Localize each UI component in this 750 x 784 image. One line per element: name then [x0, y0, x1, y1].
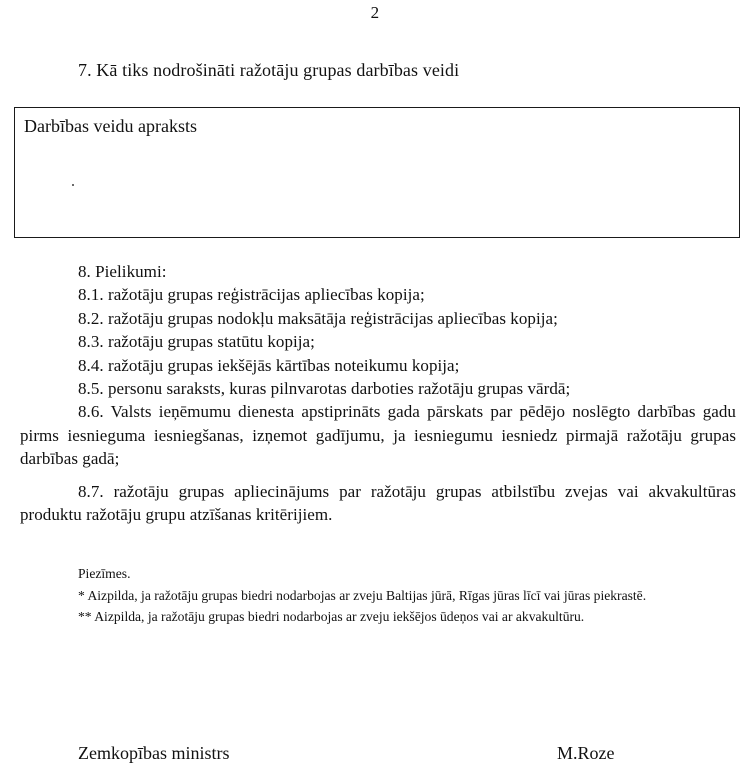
description-input-box[interactable]: [14, 107, 740, 238]
notes-block: [20, 563, 736, 628]
signature-name: M.Roze: [557, 743, 615, 763]
section-8-block: [20, 260, 736, 526]
scan-artifact-speck: [72, 184, 74, 186]
note-asterisk-two: ** Aizpilda, ja ražotāju grupas biedri nodarbojas ar zveju iekšējos ūdeņos vai ar akvakultūru.: [78, 609, 585, 624]
list-item-8-2: 8.2. ražotāju grupas nodokļu maksātāja reģistrācijas apliecības kopija;: [78, 308, 558, 328]
signature-title: Zemkopības ministrs: [78, 743, 230, 763]
list-item-8-7: 8.7. ražotāju grupas apliecinājums par ražotāju grupas atbilstību zvejas vai akvakultūras produktu ražotāju grupu atzīšanas kritērijiem.: [20, 481, 736, 525]
list-item-8-3: 8.3. ražotāju grupas statūtu kopija;: [78, 332, 315, 352]
list-item-8-5: 8.5. personu saraksts, kuras pilnvarotas darboties ražotāju grupas vārdā;: [78, 379, 571, 399]
section-8-heading: 8. Pielikumi:: [78, 262, 167, 281]
note-asterisk-one: * Aizpilda, ja ražotāju grupas biedri nodarbojas ar zveju Baltijas jūrā, Rīgas jūras līcī vai jūras piekrastē.: [78, 587, 647, 603]
section-7-heading: 7. Kā tiks nodrošināti ražotāju grupas darbības veidi: [78, 60, 460, 80]
page-number: 2: [370, 3, 380, 22]
notes-heading: Piezīmes.: [78, 566, 131, 581]
list-item-8-1: 8.1. ražotāju grupas reģistrācijas apliecības kopija;: [78, 285, 425, 305]
list-item-8-4: 8.4. ražotāju grupas iekšējās kārtības noteikumu kopija;: [78, 355, 460, 375]
list-item-8-6: 8.6. Valsts ieņēmumu dienesta apstiprināts gada pārskats par pēdējo noslēgto darbības gadu pirms iesnieguma iesniegšanas, izņemot gadījumu, ja iesniegumu iesniedz pirmajā ražotāju grupas darbības gadā;: [20, 402, 736, 469]
description-box-label: Darbības veidu apraksts: [24, 116, 197, 136]
